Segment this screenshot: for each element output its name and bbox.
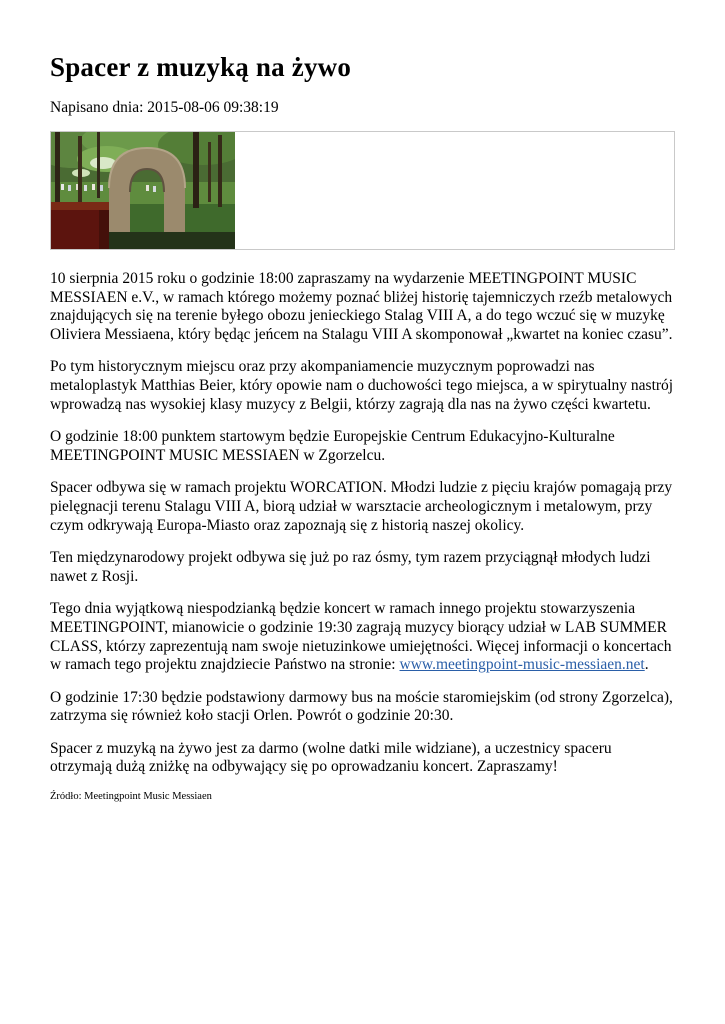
paragraph: Po tym historycznym miejscu oraz przy akompaniamencie muzycznym poprowadzi nas metaloplastyk Matthias Beier, który opowie nam o duchowości tego miejsca, a w spirytualny nastrój wprowadzą nas wysokiej klasy muzycy z Belgii, którzy zagrają dla nas na żywo części kwartetu. [50, 358, 674, 413]
article-body [50, 270, 675, 777]
link-paragraph-before: Tego dnia wyjątkową niespodzianką będzie koncert w ramach innego projektu stowarzyszenia MEETINGPOINT, mianowicie o godzinie 19:30 zagrają muzycy biorący udział w LAB SUMMER CLASS, którzy zaprezentują nam swoje nietuzinkowe umiejętności. Więcej informacji o koncertach w ramach tego projektu znajdziecie Państwo na stronie: [50, 600, 672, 674]
paragraph: Spacer z muzyką na żywo jest za darmo (wolne datki mile widziane), a uczestnicy spaceru otrzymają dużą zniżkę na odbywający się po oprowadzaniu koncert. Zapraszamy! [50, 739, 612, 776]
source-line: Źródło: Meetingpoint Music Messiaen [50, 791, 212, 803]
page-title: Spacer z muzyką na żywo [50, 52, 352, 82]
paragraph: O godzinie 17:30 będzie podstawiony darmowy bus na moście staromiejskim (od strony Zgorzelca), zatrzyma się również koło stacji Orlen. Powrót o godzinie 20:30. [50, 688, 673, 725]
paragraph: Ten międzynarodowy projekt odbywa się już po raz ósmy, tym razem przyciągnął młodych ludzi nawet z Rosji. [50, 549, 651, 585]
link-paragraph-after: . [644, 656, 649, 674]
paragraph-with-link [50, 600, 675, 674]
paragraph: 10 sierpnia 2015 roku o godzinie 18:00 zapraszamy na wydarzenie MEETINGPOINT MUSIC MESSIAEN e.V., w ramach którego możemy poznać bliżej historię tajemniczych rzeźb metalowych znajdujących się na terenie byłego obozu jenieckiego Stalag VIII A, a do tego wczuć się w muzykę Oliviera Messiaena, który będąc jeńcem na Stalagu VIII A skomponował „kwartet na koniec czasu”. [50, 270, 673, 343]
meetingpoint-website-link[interactable]: www.meetingpoint-music-messiaen.net [399, 656, 645, 674]
article-image-frame [50, 131, 675, 250]
paragraph: O godzinie 18:00 punktem startowym będzie Europejskie Centrum Edukacyjno-Kulturalne MEETINGPOINT MUSIC MESSIAEN w Zgorzelcu. [50, 428, 615, 464]
paragraph: Spacer odbywa się w ramach projektu WORCATION. Młodzi ludzie z pięciu krajów pomagają przy pielęgnacji terenu Stalagu VIII A, biorą udział w warsztacie archeologicznym i metalowym, przy czym odkrywają Europa-Miasto oraz zapoznają się z historią naszej okolicy. [50, 479, 673, 534]
date-line: Napisano dnia: 2015-08-06 09:38:19 [50, 99, 279, 116]
article-photo [51, 132, 235, 249]
